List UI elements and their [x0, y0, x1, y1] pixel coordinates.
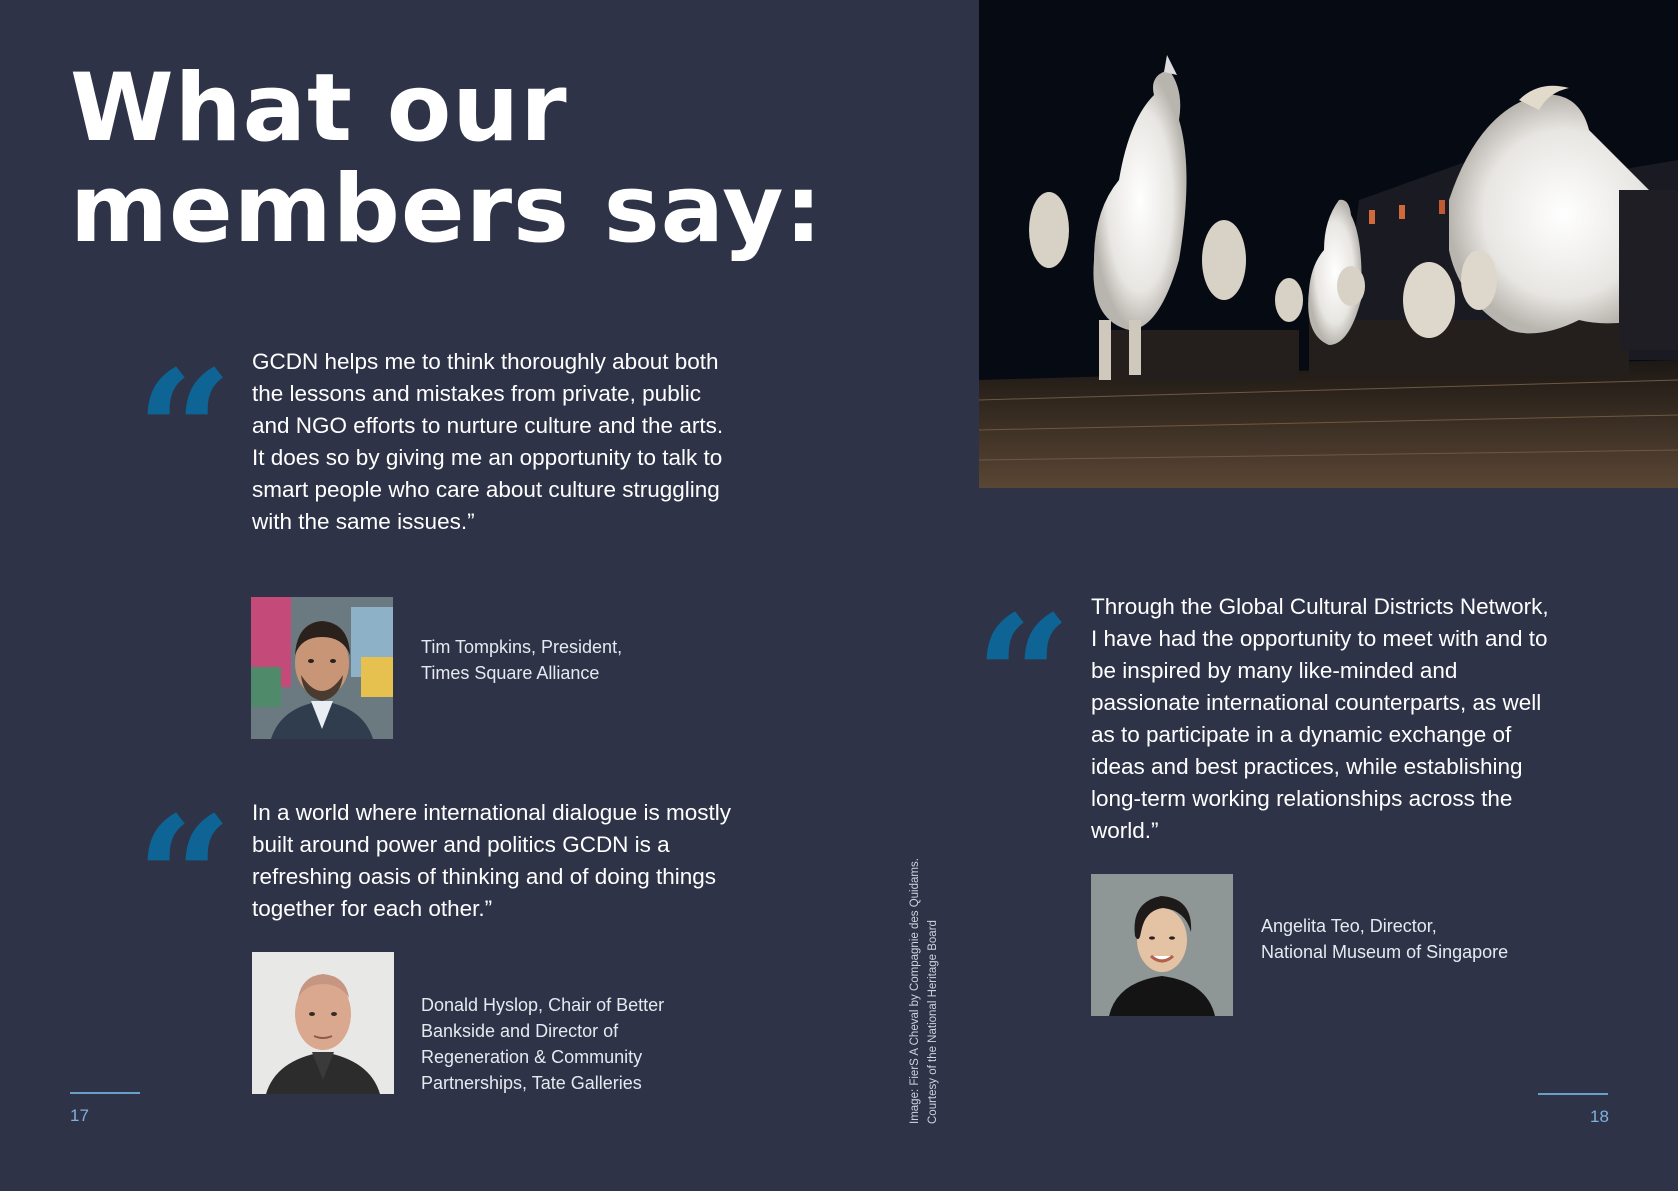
attribution-angelita-teo: Angelita Teo, Director, National Museum of Singapore: [1261, 916, 1509, 962]
quote-text: Through the Global Cultural Districts Network, I have had the opportunity to meet with and to be inspired by many like-minded and passionate international counterparts, as well as to participate in a dynamic exchange of ideas and best practices, while establishing long-term working relationships across the world.”: [1091, 594, 1549, 843]
quote-mark-icon: “: [136, 779, 227, 977]
page-title-line-1: What our: [70, 54, 568, 163]
page-rule-left: [70, 1092, 140, 1094]
image-credit: Image: FierS A Cheval by Compagnie des Quidams. Courtesy of the National Heritage Board: [909, 858, 939, 1124]
photo-illuminated-horses: [979, 0, 1678, 488]
quote-mark-icon: “: [136, 333, 227, 531]
page-number-right: 18: [1590, 1107, 1609, 1126]
attribution-donald-hyslop: Donald Hyslop, Chair of Better Bankside and Director of Regeneration & Community Partnerships, Tate Galleries: [421, 995, 665, 1093]
avatar-tim-tompkins: [251, 597, 393, 739]
page-title-line-2: members say:: [70, 155, 824, 264]
quote-mark-icon: “: [975, 578, 1066, 776]
quote-text: GCDN helps me to think thoroughly about both the lessons and mistakes from private, public and NGO efforts to nurture culture and the arts. It does so by giving me an opportunity to talk to smart people who care about culture struggling with the same issues.”: [252, 349, 724, 534]
avatar-donald-hyslop: [252, 952, 394, 1094]
page-number-left: 17: [70, 1106, 89, 1125]
page-title: [70, 54, 824, 264]
avatar-angelita-teo: [1091, 874, 1233, 1016]
quote-text: In a world where international dialogue is mostly built around power and politics GCDN is a refreshing oasis of thinking and of doing things together for each other.”: [252, 800, 732, 921]
attribution-tim-tompkins: Tim Tompkins, President, Times Square Alliance: [421, 637, 623, 683]
page-rule-right: [1538, 1093, 1608, 1095]
